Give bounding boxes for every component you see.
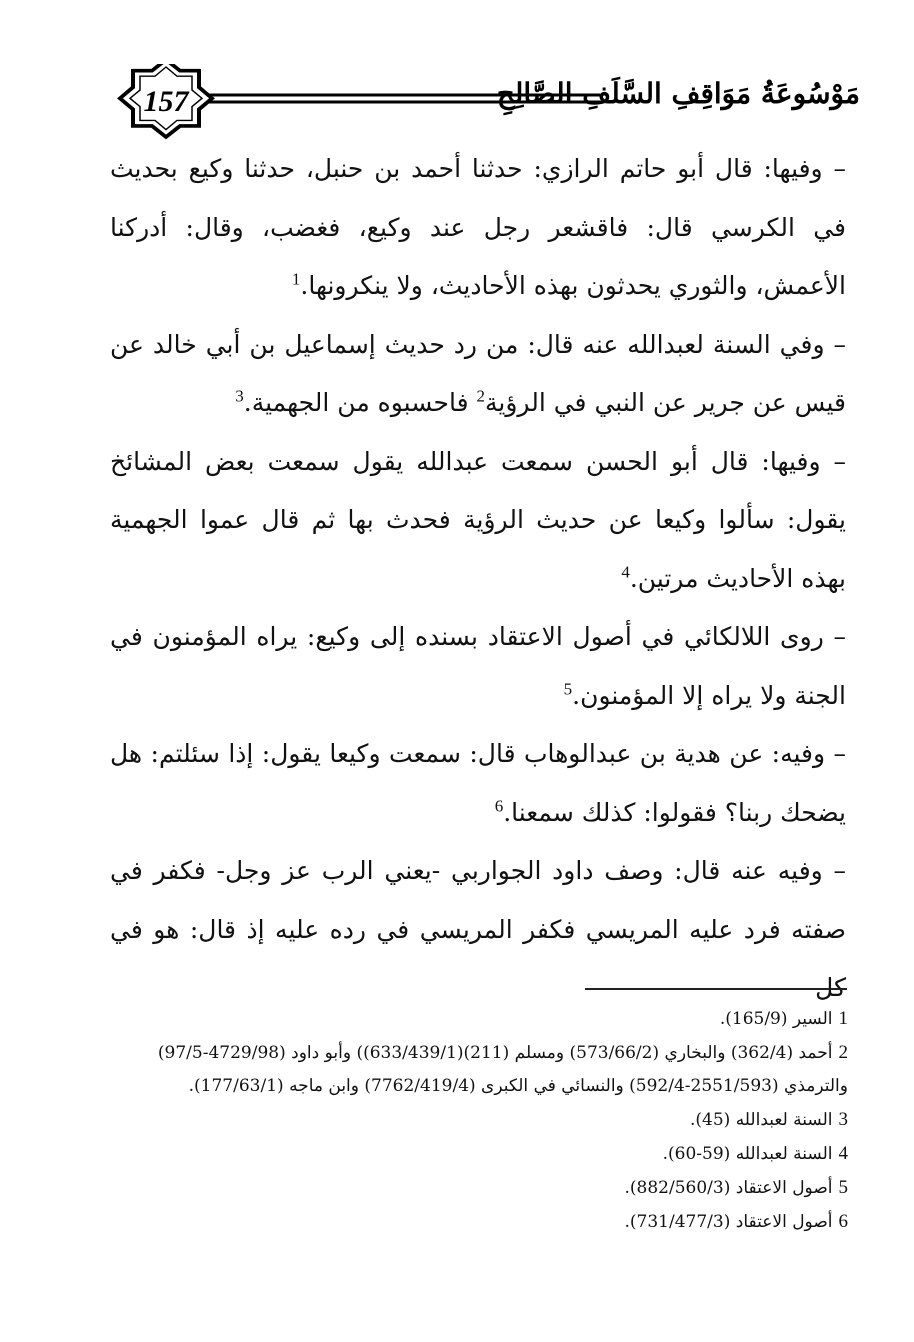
footnote-divider <box>585 988 847 990</box>
paragraph: – روى اللالكائي في أصول الاعتقاد بسنده إلى وكيع: يراه المؤمنون في الجنة ولا يراه إلا المؤمنون.$^5$ <box>110 622 846 710</box>
paragraph: – وفيه: عن هدية بن عبدالوهاب قال: سمعت وكيعا يقول: إذا سئلتم: هل يضحك ربنا؟ فقولوا: كذلك سمعنا.$^6$ <box>110 739 846 827</box>
page-number: 157 <box>143 85 189 118</box>
paragraph: – وفيه عنه قال: وصف داود الجواربي -يعني الرب عز وجل- فكفر في صفته فرد عليه المريسي فكفر المريسي في رده عليه إذ قال: هو في كل <box>110 856 846 1002</box>
footnote: 5أصول الاعتقاد (882/560/3). <box>624 1177 848 1198</box>
footnote-ref: 6 <box>494 796 504 816</box>
footnote-ref: 2 <box>476 386 485 406</box>
footnote: 3السنة لعبدالله (45). <box>689 1109 848 1130</box>
footnotes <box>110 1002 848 1239</box>
main-text <box>110 140 846 1018</box>
footnote: 4السنة لعبدالله (59-60). <box>662 1143 848 1164</box>
footnote-ref: 4 <box>621 562 630 582</box>
footnote-ref: 5 <box>563 679 573 699</box>
paragraph: – وفي السنة لعبدالله عنه قال: من رد حديث إسماعيل بن أبي خالد عن قيس عن جرير عن النبي في الرؤية$^2$ فاحسبوه من الجهمية.$^3$ <box>110 329 846 417</box>
paragraph: – وفيها: قال أبو حاتم الرازي: حدثنا أحمد بن حنبل، حدثنا وكيع بحديث في الكرسي قال: فاقشعر رجل عند وكيع، فغضب، وقال: أدركنا الأعمش، والثوري يحدثون بهذه الأحاديث، ولا ينكرونها.$^1$ <box>110 154 846 300</box>
footnote-ref: 1 <box>291 269 301 289</box>
paragraph: – وفيها: قال أبو الحسن سمعت عبدالله يقول سمعت بعض المشائخ يقول: سألوا وكيعا عن حديث الرؤية فحدث بها ثم قال عموا الجهمية بهذه الأحاديث مرتين.$^4$ <box>110 446 846 593</box>
footnote: 2أحمد (362/4) والبخاري (573/66/2) ومسلم (211)(633/439/1)) وأبو داود (4729/98-97/5) والترمذي (2551/593-592/4) والنسائي في الكبرى (7762/419/4) وابن ماجه (177/63/1). <box>157 1042 848 1096</box>
footnote-ref: 3 <box>235 386 244 406</box>
page-header <box>100 64 860 142</box>
footnote: 6أصول الاعتقاد (731/477/3). <box>624 1211 848 1232</box>
footnote: 1السير (165/9). <box>719 1008 848 1029</box>
book-title: مَوْسُوعَةُ مَوَاقِفِ السَّلَفِ الصَّالِحِ <box>496 77 860 110</box>
